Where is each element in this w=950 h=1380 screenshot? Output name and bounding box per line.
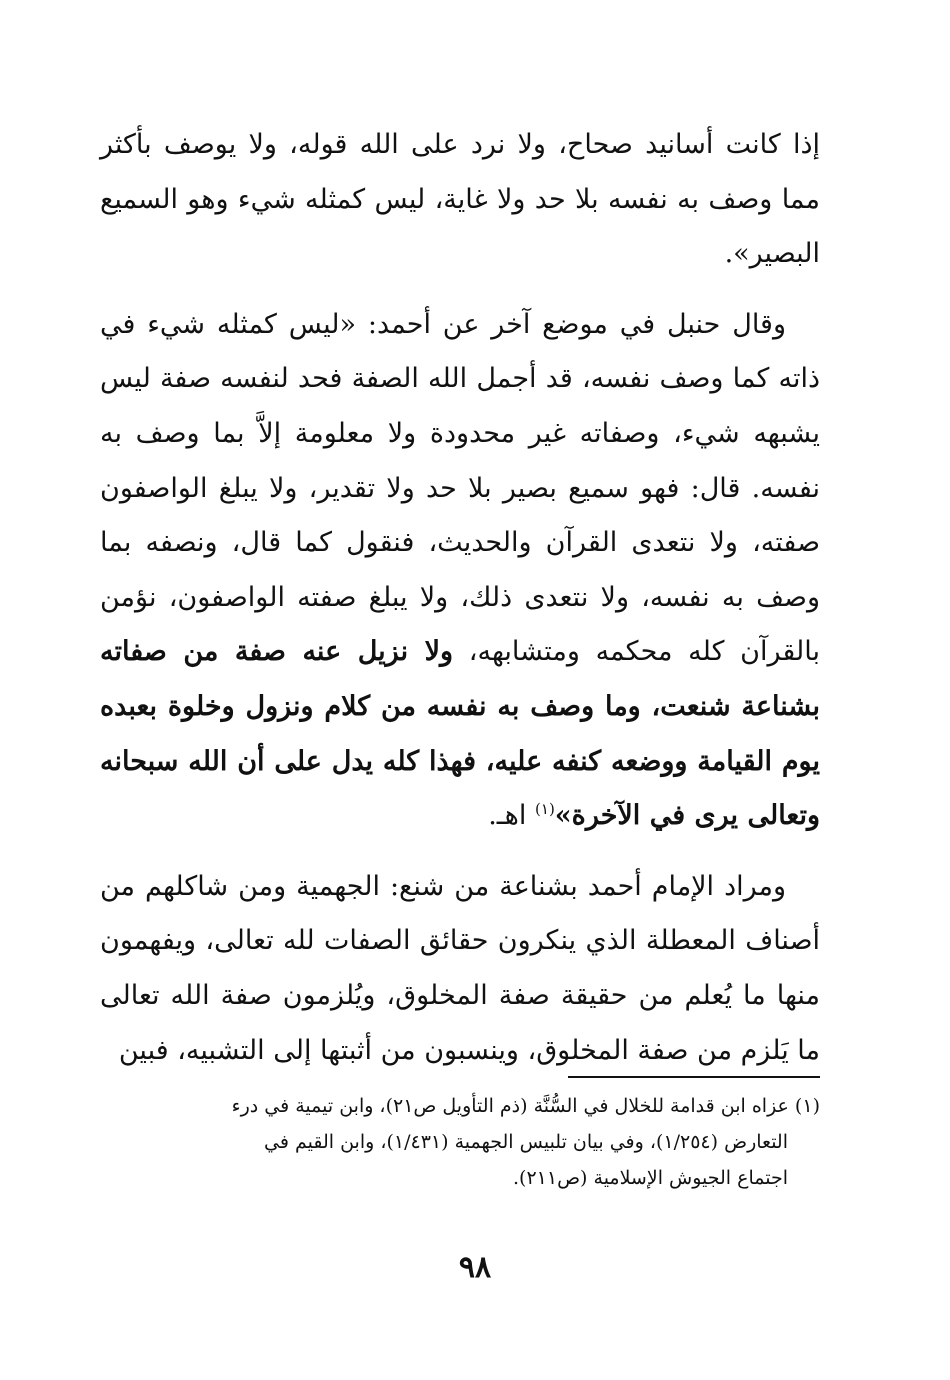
footnote-separator	[568, 1076, 820, 1078]
footnote-marker: (١)	[535, 800, 555, 819]
footnote-line-1: (١) عزاه ابن قدامة للخلال في السُّنَّة (ذم التأويل ص٢١)، وابن تيمية في درء	[231, 1095, 820, 1117]
paragraph-2-end: اهـ.	[488, 800, 536, 832]
paragraph-1: إذا كانت أسانيد صحاح، ولا نرد على الله قوله، ولا يوصف بأكثر مما وصف به نفسه بلا حد ولا غاية، ليس كمثله شيء وهو السميع البصير».	[100, 129, 820, 270]
footnote-line-2: التعارض (١/٢٥٤)، وفي بيان تلبيس الجهمية (١/٤٣١)، وابن القيم في	[264, 1131, 788, 1153]
page-number: ٩٨	[458, 1250, 492, 1285]
page-body	[100, 118, 820, 1078]
paragraph-2-normal: وقال حنبل في موضع آخر عن أحمد: «ليس كمثله شيء في ذاته كما وصف نفسه، قد أجمل الله الصفة فحد لنفسه صفة ليس يشبهه شيء، وصفاته غير محدودة ولا معلومة إلاَّ بما وصف به نفسه. قال: فهو سميع بصير بلا حد ولا تقدير، ولا يبلغ الواصفون صفته، ولا نتعدى القرآن والحديث، فنقول كما قال، ونصفه بما وصف به نفسه، ولا نتعدى ذلك، ولا يبلغ صفته الواصفون، نؤمن بالقرآن كله محكمه ومتشابهه،	[100, 308, 820, 668]
paragraph-2-bold: ولا نزيل عنه صفة من صفاته بشناعة شنعت، وما وصف به نفسه من كلام ونزول وخلوة بعبده يوم القيامة ووضعه كنفه عليه، فهذا كله يدل على أن الله سبحانه وتعالى يرى في الآخرة»	[100, 636, 820, 832]
footnote-line-3: اجتماع الجيوش الإسلامية (ص٢١١).	[513, 1167, 788, 1189]
footnotes	[100, 1088, 820, 1196]
paragraph-3: ومراد الإمام أحمد بشناعة من شنع: الجهمية ومن شاكلهم من أصناف المعطلة الذي ينكرون حقائق الصفات لله تعالى، ويفهمون منها ما يُعلم من حقيقة صفة المخلوق، ويُلزمون صفة الله تعالى ما يَلزم من صفة المخلوق، وينسبون من أثبتها إلى التشبيه، فبين	[100, 870, 820, 1066]
paragraph-2	[100, 298, 820, 844]
